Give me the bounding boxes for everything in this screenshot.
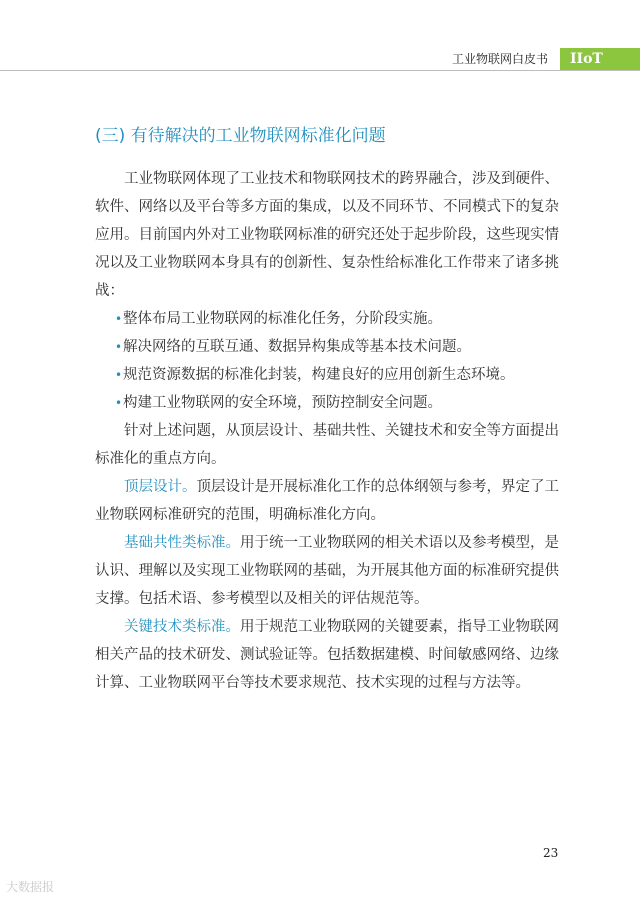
bullet-item — [95, 389, 567, 417]
intro-paragraph: 工业物联网体现了工业技术和物联网技术的跨界融合，涉及到硬件、软件、网络以及平台等多方面的集成，以及不同环节、不同模式下的复杂应用。目前国内外对工业物联网标准的研究还处于起步阶段，这些现实情况以及工业物联网本身具有的创新性、复杂性给标准化工作带来了诸多挑战： — [95, 171, 559, 299]
bullet-text: 整体布局工业物联网的标准化任务，分阶段实施。 — [123, 311, 442, 327]
transition-paragraph: 针对上述问题，从顶层设计、基础共性、关键技术和安全等方面提出标准化的重点方向。 — [95, 423, 559, 467]
bullet-icon: • — [115, 340, 123, 354]
bullet-item — [95, 305, 567, 333]
bullet-icon: • — [115, 368, 123, 382]
item-term: 基础共性类标准。 — [124, 535, 240, 551]
item-paragraph — [95, 529, 567, 613]
header-title: 工业物联网白皮书 — [452, 52, 549, 66]
item-text: 用于规范工业物联网的关键要素，指导工业物联网相关产品的技术研发、测试验证等。包括数据建模、时间敏感网络、边缘计算、工业物联网平台等技术要求规范、技术实现的过程与方法等。 — [95, 619, 559, 691]
page-number: 23 — [543, 846, 559, 860]
bullet-icon: • — [115, 312, 123, 326]
item-text: 用于统一工业物联网的相关术语以及参考模型，是认识、理解以及实现工业物联网的基础，为开展其他方面的标准研究提供支撑。包括术语、参考模型以及相关的评估规范等。 — [95, 535, 559, 607]
section-title: (三) 有待解决的工业物联网标准化问题 — [95, 126, 386, 146]
bullet-text: 规范资源数据的标准化封装，构建良好的应用创新生态环境。 — [123, 367, 515, 383]
item-term: 顶层设计。 — [124, 479, 197, 495]
bullet-icon: • — [115, 396, 123, 410]
header-rule — [0, 70, 640, 71]
item-term: 关键技术类标准。 — [124, 619, 240, 635]
header-tab: IIoT — [560, 48, 640, 70]
bullet-item — [95, 333, 567, 361]
item-paragraph — [95, 613, 567, 697]
item-paragraph — [95, 473, 567, 529]
bullet-text: 构建工业物联网的安全环境，预防控制安全问题。 — [123, 395, 442, 411]
bullet-item — [95, 361, 567, 389]
item-text: 顶层设计是开展标准化工作的总体纲领与参考，界定了工业物联网标准研究的范围，明确标准化方向。 — [95, 479, 559, 523]
body-content — [95, 165, 567, 697]
bullet-text: 解决网络的互联互通、数据异构集成等基本技术问题。 — [123, 339, 471, 355]
watermark: 大数据报 — [6, 880, 55, 894]
